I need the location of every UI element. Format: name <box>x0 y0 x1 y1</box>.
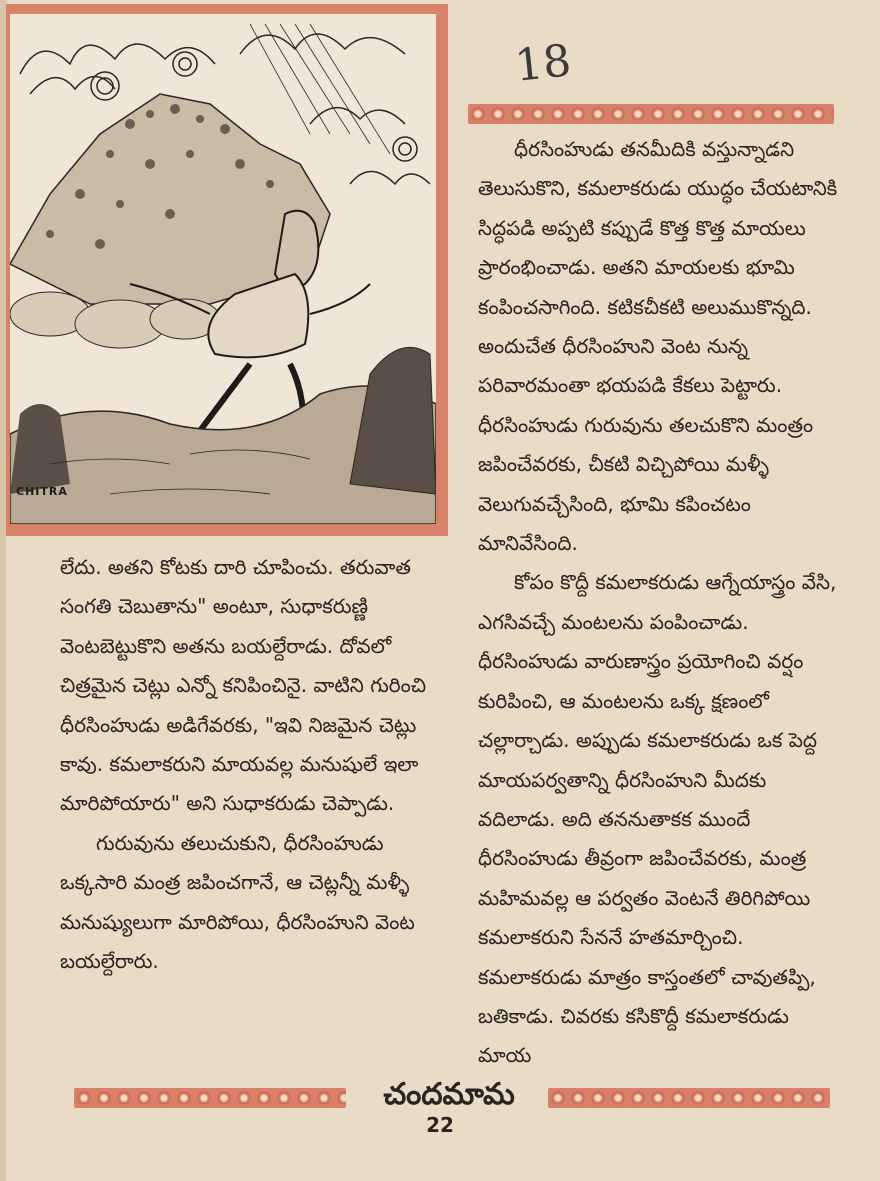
illustration-artwork <box>10 14 436 524</box>
decorative-border-footer-right <box>548 1088 830 1108</box>
right-paragraph-2: కోపం కొద్దీ కమలాకరుడు ఆగ్నేయాస్త్రం వేసి, ఎగసివచ్చే మంటలను పంపించాడు. ధీరసింహుడు వారుణాస్త్రం ప్రయోగించి వర్షం కురిపించి, ఆ మంటలను ఒక్క క్షణంలో చల్లార్చాడు. అప్పుడు కమలాకరుడు ఒక పెద్ద మాయపర్వతాన్ని ధీరసింహుని మీదకు వదిలాడు. అది తననుతాకక ముందే ధీరసింహుడు తీవ్రంగా జపించేవరకు, మంత్ర మహిమవల్ల ఆ పర్వతం వెంటనే తిరిగిపోయి కమలాకరుని సేననే హతమార్చించి. కమలాకరుడు మాత్రం కాస్తంతలో చావుతప్పి, బతికాడు. చివరకు కసికొద్దీ కమలాకరుడు మాయ <box>478 570 837 1068</box>
page-number: 22 <box>426 1113 454 1137</box>
left-column <box>60 548 446 981</box>
story-illustration <box>6 4 448 536</box>
magazine-title: చందమామ <box>383 1077 515 1112</box>
right-column <box>478 130 838 1076</box>
handwritten-page-mark: 18 <box>512 35 574 92</box>
left-paragraph-2: గురువును తలుచుకుని, ధీరసింహుడు ఒక్కసారి మంత్ర జపించగానే, ఆ చెట్లన్నీ మళ్ళీ మనుష్యులుగా మారిపోయి, ధీరసింహుని వెంట బయల్దేరారు. <box>60 830 415 974</box>
right-paragraph-1: ధీరసింహుడు తనమీదికి వస్తున్నాడని తెలుసుకొని, కమలాకరుడు యుద్ధం చేయటానికి సిద్ధపడి అప్పటి కప్పుడే కొత్త కొత్త మాయలు ప్రారంభించాడు. అతని మాయలకు భూమి కంపించసాగింది. కటికచీకటి అలుముకొన్నది. అందుచేత ధీరసింహుని వెంట నున్న పరివారమంతా భయపడి కేకలు పెట్టారు. ధీరసింహుడు గురువును తలచుకొని మంత్రం జపించేవరకు, చీకటి విచ్చిపోయి మళ్ళీ వెలుగువచ్చేసింది, భూమి కపించటం మానివేసింది. <box>478 137 838 556</box>
artist-signature: CHITRA <box>16 485 68 498</box>
decorative-border-footer-left <box>74 1088 346 1108</box>
decorative-border-top <box>468 104 834 124</box>
left-paragraph-1: లేదు. అతని కోటకు దారి చూపించు. తరువాత సంగతి చెబుతాను" అంటూ, సుధాకరుణ్ణి వెంటబెట్టుకొని అతను బయల్దేరాడు. దోవలో చిత్రమైన చెట్లు ఎన్నో కనిపించినై. వాటిని గురించి ధీరసింహుడు అడిగేవరకు, "ఇవి నిజమైన చెట్లు కావు. కమలాకరుని మాయవల్ల మనుషులే ఇలా మారిపోయారు" అని సుధాకరుడు చెప్పాడు. <box>60 555 427 816</box>
